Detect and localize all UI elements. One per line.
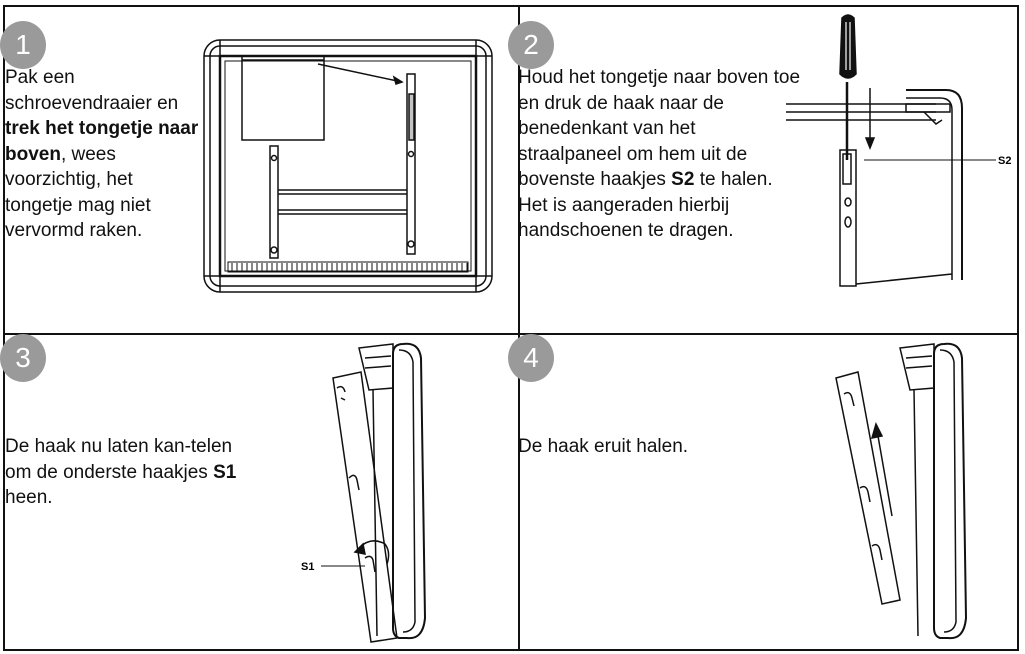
- step-4-text-a: De haak eruit halen.: [518, 436, 689, 457]
- step-2-text-c: te halen. Het is aangeraden hierbij handschoenen te dragen.: [518, 169, 773, 241]
- radiator-back-illustration: [198, 34, 498, 298]
- step-3-panel: [5, 334, 514, 654]
- step-2-panel: [518, 7, 1025, 327]
- step-4-number-badge: 4: [508, 334, 554, 382]
- step-3-text: [5, 434, 255, 511]
- step-3-text-bold: S1: [213, 461, 237, 483]
- hook-removal-illustration: [808, 338, 978, 648]
- step-1-text-bold: trek het tongetje naar boven: [5, 118, 199, 165]
- step-1-text: [5, 65, 200, 244]
- hook-tilt-illustration: [295, 338, 465, 648]
- step-1-number-badge: 1: [0, 21, 46, 69]
- step-2-text-a: Houd het tongetje naar boven toe en druk de haak naar de benedenkant van het straalpaneel om hem uit de bovenste haakjes: [518, 67, 801, 190]
- step-1-text-a: Pak een schroevendraaier en: [5, 67, 179, 114]
- step-2-text-bold: S2: [671, 169, 695, 190]
- step-1-panel: [5, 7, 514, 327]
- step-4-text: [518, 434, 818, 460]
- step-3-text-a: De haak nu laten kan-telen om de onderste haakjes: [5, 436, 233, 483]
- screwdriver-release-illustration: [786, 12, 1018, 290]
- step-2-number-badge: 2: [508, 21, 554, 69]
- label-s1: S1: [301, 561, 315, 573]
- step-4-panel: [518, 334, 1025, 654]
- step-3-text-c: heen.: [5, 487, 53, 508]
- label-s2: S2: [998, 155, 1012, 167]
- step-1-text-c: , wees voorzichtig, het tongetje mag niet vervormd raken.: [5, 143, 151, 241]
- step-3-number-badge: 3: [0, 334, 46, 382]
- step-2-text: [518, 65, 803, 244]
